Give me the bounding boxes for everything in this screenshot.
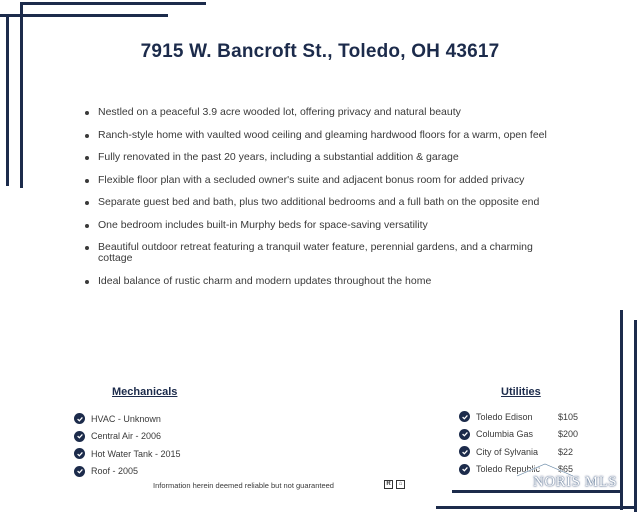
feature-item [84,107,564,118]
page-title: 7915 W. Bancroft St., Toledo, OH 43617 [140,41,500,62]
utilities-item [459,408,588,426]
utility-name: Toledo Republic [476,464,541,475]
utilities-item [459,443,588,461]
check-circle-icon [459,446,470,457]
feature-item [84,276,564,287]
feature-text: Ideal balance of rustic charm and modern updates throughout the home [98,274,432,287]
utility-amount: $200 [558,429,579,440]
check-circle-icon [459,429,470,440]
fair-housing-logos [384,480,405,489]
utility-amount: $105 [558,411,579,422]
disclaimer-text: Information herein deemed reliable but not guaranteed [153,481,334,490]
frame-line-left-inner [6,14,9,186]
bullet-icon [85,179,89,183]
feature-text: Flexible floor plan with a secluded owner's suite and adjacent bonus room for added privacy [98,173,525,186]
mechanicals-heading: Mechanicals [112,386,178,398]
bullet-icon [85,246,89,250]
check-circle-icon [459,464,470,475]
check-circle-icon [459,411,470,422]
mechanicals-item [74,445,181,463]
utility-amount: $65 [558,464,574,475]
feature-text: Fully renovated in the past 20 years, including a substantial addition & garage [98,151,459,163]
frame-line-right-inner [620,310,623,510]
bullet-icon [85,156,89,160]
mechanicals-label: Hot Water Tank - 2015 [91,448,181,459]
utility-name: City of Sylvania [476,446,539,457]
mechanicals-label: HVAC - Unknown [91,413,161,424]
feature-item [84,130,564,141]
check-circle-icon [74,448,85,459]
mls-watermark: NORIS MLS [533,474,618,490]
mechanicals-label: Roof - 2005 [91,466,139,477]
utility-name: Columbia Gas [476,429,534,440]
feature-item [84,220,564,231]
frame-line-right-outer [634,320,637,512]
check-circle-icon [74,413,85,424]
bullet-icon [85,280,89,284]
feature-text: Beautiful outdoor retreat featuring a tranquil water feature, perennial gardens, and a charming cottage [98,241,533,264]
utility-amount: $22 [558,446,574,457]
mechanicals-label: Central Air - 2006 [91,431,162,442]
feature-text: Nestled on a peaceful 3.9 acre wooded lot, offering privacy and natural beauty [98,106,461,118]
frame-line-top-left-inner [0,14,168,17]
mechanicals-list [74,410,181,480]
equal-housing-icon: ⌂ [396,480,405,489]
frame-line-left-outer [20,2,23,188]
feature-item [84,152,564,163]
feature-list [84,107,564,298]
mechanicals-item [74,428,181,446]
feature-item [84,175,564,186]
check-circle-icon [74,466,85,477]
utilities-heading: Utilities [501,386,541,398]
feature-text: Separate guest bed and bath, plus two additional bedrooms and a full bath on the opposite end [98,196,540,208]
check-circle-icon [74,431,85,442]
bullet-icon [85,224,89,228]
feature-text: One bedroom includes built-in Murphy beds for space-saving versatility [98,218,428,231]
frame-line-top-left-outer [20,2,206,5]
frame-line-bottom-outer [436,506,636,509]
bullet-icon [85,201,89,205]
utilities-item [459,426,588,444]
feature-text: Ranch-style home with vaulted wood ceiling and gleaming hardwood floors for a warm, open feel [98,128,547,141]
feature-item [84,242,564,264]
mechanicals-item [74,463,181,481]
feature-item [84,197,564,208]
bullet-icon [85,111,89,115]
bullet-icon [85,134,89,138]
realtor-icon: R [384,480,393,489]
mechanicals-item [74,410,181,428]
utility-name: Toledo Edison [476,411,533,422]
